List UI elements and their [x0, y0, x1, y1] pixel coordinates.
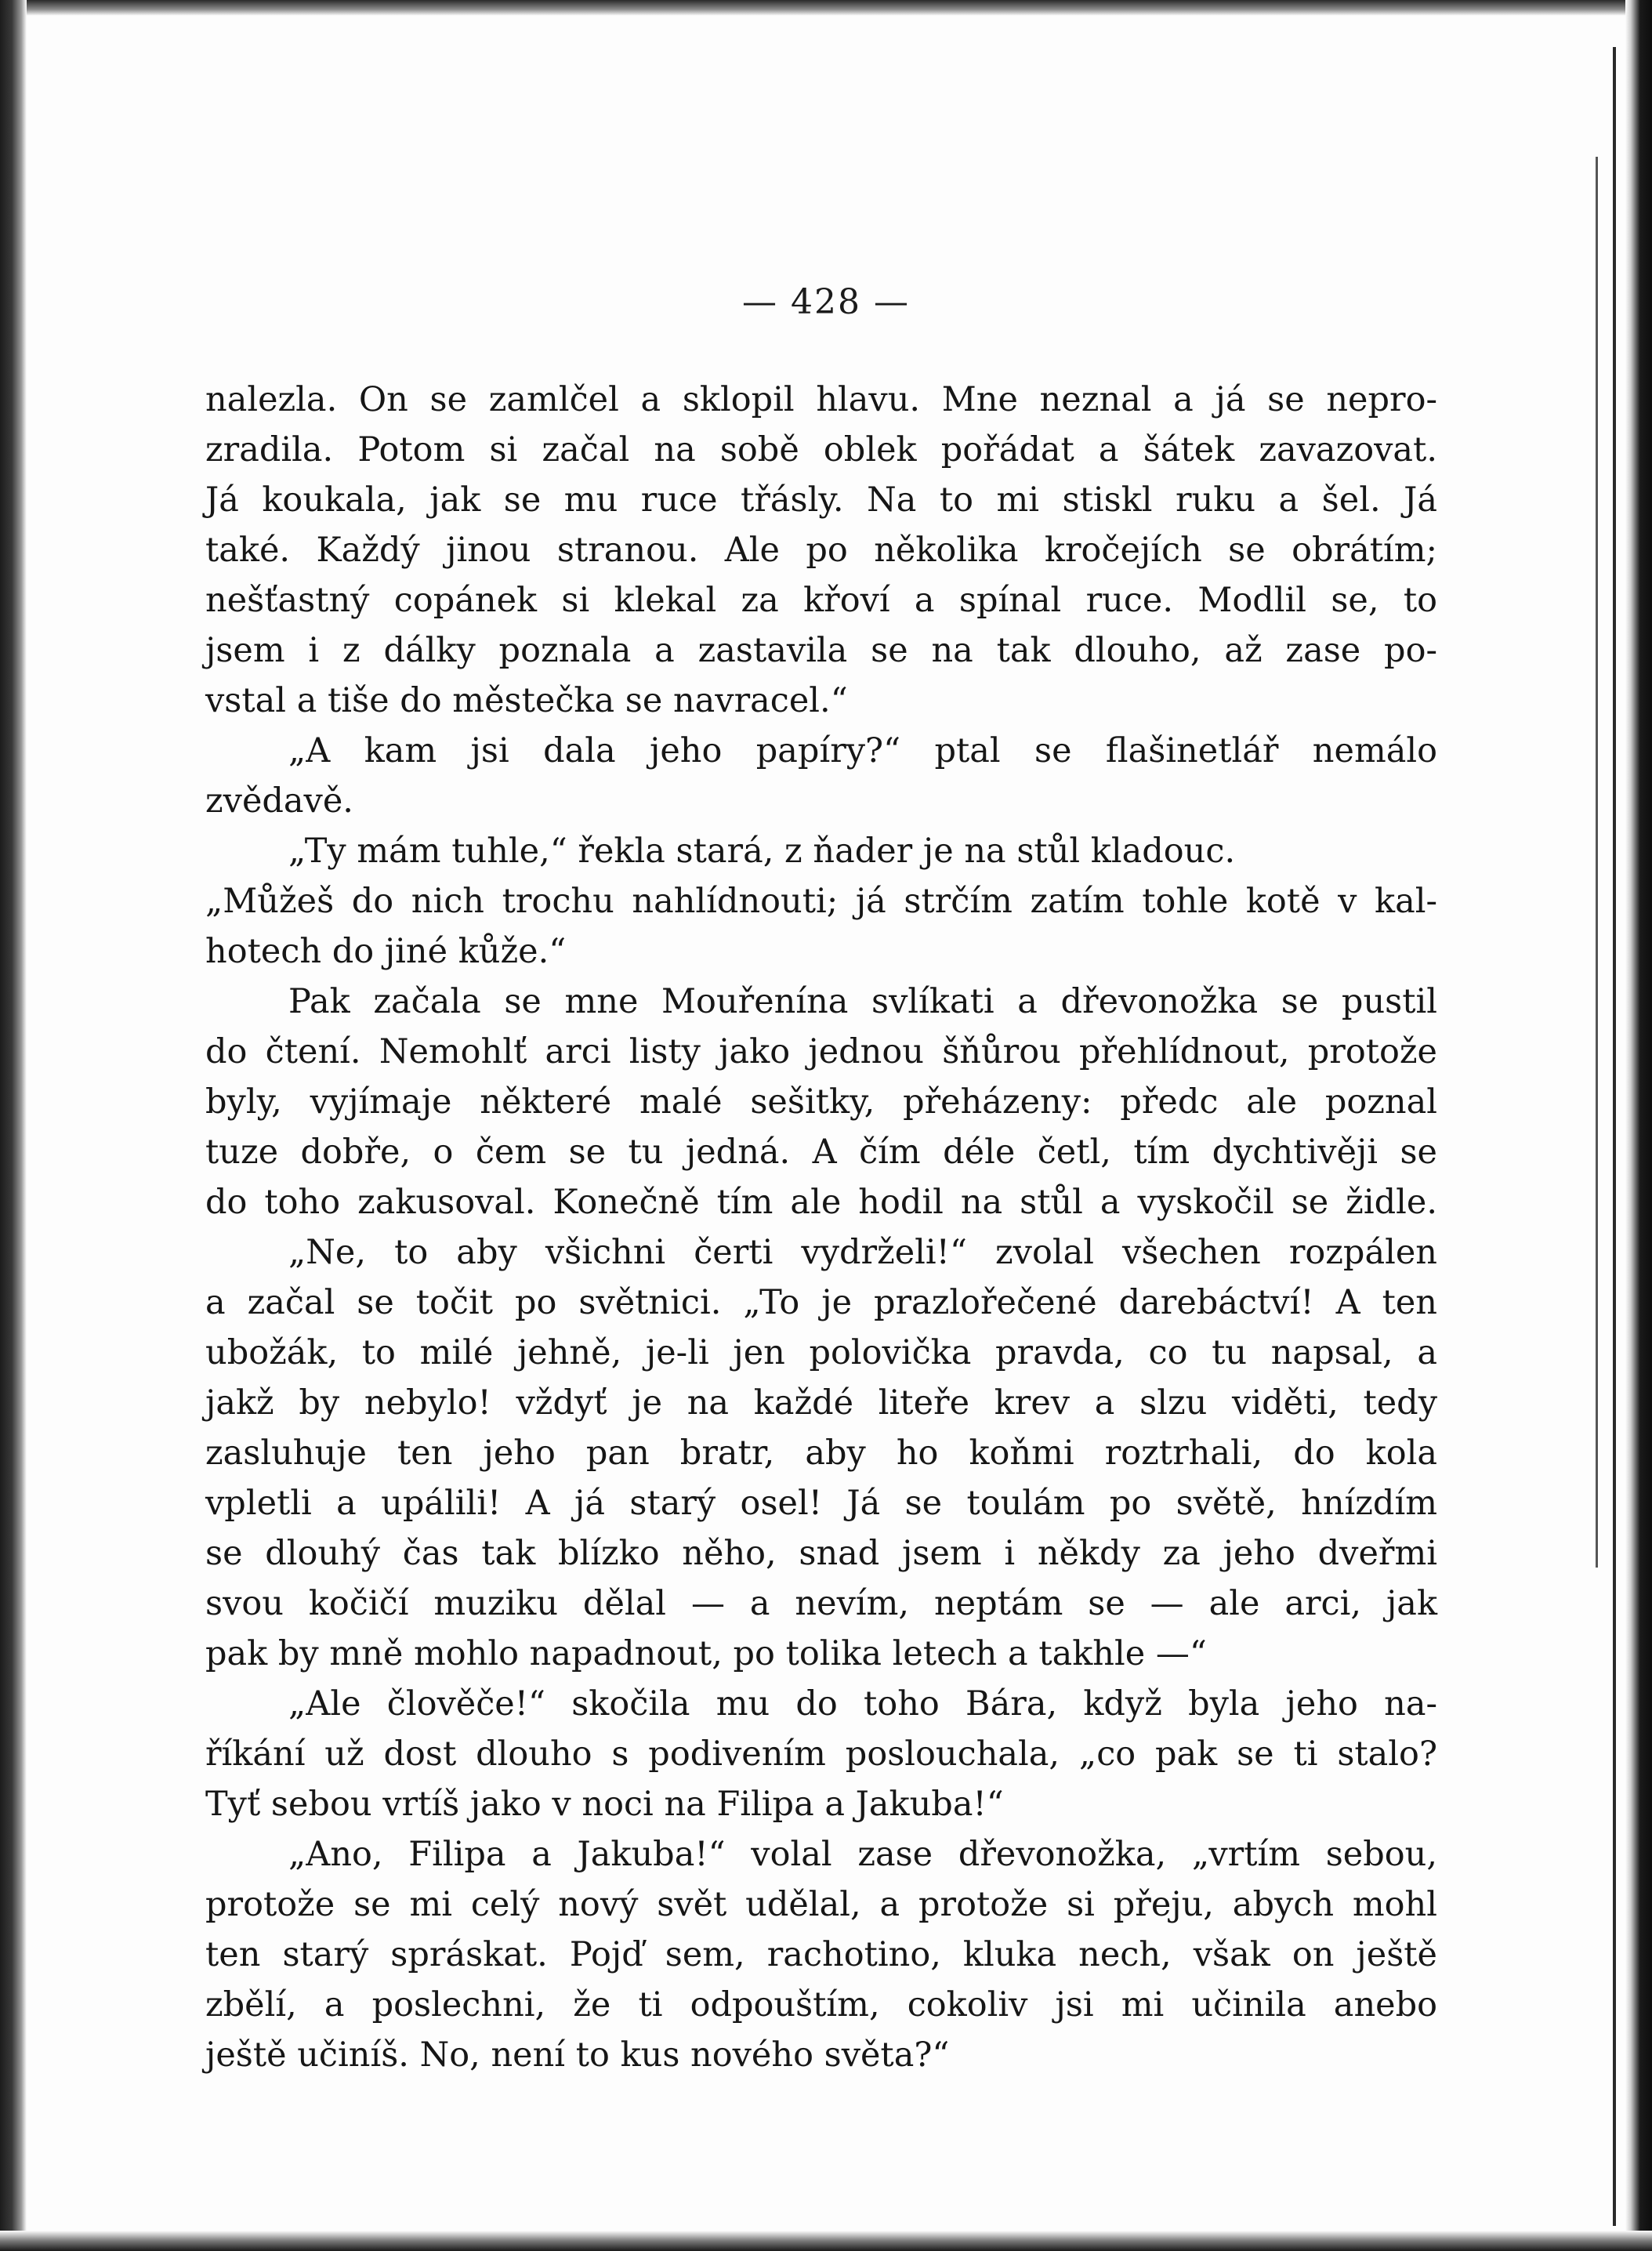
text-line: do toho zakusoval. Konečně tím ale hodil na stůl a vyskočil se židle.	[205, 1183, 1437, 1222]
text-line: „Ale člověče!“ skočila mu do toho Bára, když byla jeho na-	[288, 1684, 1437, 1724]
scan-edge-left	[0, 0, 27, 2251]
text-line: zvědavě.	[205, 781, 353, 821]
binding-shadow-line	[1613, 47, 1616, 2226]
text-line: také. Každý jinou stranou. Ale po několika kročejích se obrátím;	[205, 531, 1437, 570]
text-line: byly, vyjímaje některé malé sešitky, přeházeny: předc ale poznal	[205, 1082, 1437, 1122]
text-line: „Ne, to aby všichni čerti vydrželi!“ zvolal všechen rozpálen	[288, 1233, 1437, 1272]
text-line: „A kam jsi dala jeho papíry?“ ptal se flašinetlář nemálo	[288, 731, 1437, 770]
text-line: tuze dobře, o čem se tu jedná. A čím déle četl, tím dychtivěji se	[205, 1133, 1437, 1172]
body-text	[205, 375, 1437, 2080]
text-line: říkání už dost dlouho s podivením poslouchala, „co pak se ti stalo?	[205, 1734, 1437, 1774]
binding-shadow-line-inner	[1596, 157, 1598, 1568]
text-line: do čtení. Nemohlť arci listy jako jednou šňůrou přehlídnout, protože	[205, 1032, 1437, 1071]
text-line: Já koukala, jak se mu ruce třásly. Na to mi stiskl ruku a šel. Já	[205, 480, 1437, 520]
text-line: „Ty mám tuhle,“ řekla stará, z ňader je na stůl kladouc.	[288, 832, 1236, 871]
text-line: zradila. Potom si začal na sobě oblek pořádat a šátek zavazovat.	[205, 430, 1437, 469]
text-line: hotech do jiné kůže.“	[205, 932, 567, 971]
scan-edge-bottom	[0, 2231, 1652, 2251]
text-line: svou kočičí muziku dělal — a nevím, neptám se — ale arci, jak	[205, 1584, 1437, 1623]
text-line: nešťastný copánek si klekal za křoví a spínal ruce. Modlil se, to	[205, 581, 1437, 620]
text-line: jakž by nebylo! vždyť je na každé liteře krev a slzu viděti, tedy	[205, 1383, 1437, 1423]
text-line: zbělí, a poslechni, že ti odpouštím, cokoliv jsi mi učinila anebo	[205, 1985, 1437, 2024]
text-line: „Můžeš do nich trochu nahlídnouti; já strčím zatím tohle kotě v kal-	[205, 882, 1437, 921]
text-line: „Ano, Filipa a Jakuba!“ volal zase dřevonožka, „vrtím sebou,	[288, 1835, 1437, 1874]
text-line: ten starý spráskat. Pojď sem, rachotino, kluka nech, však on ještě	[205, 1935, 1437, 1974]
text-line: nalezla. On se zamlčel a sklopil hlavu. Mne neznal a já se nepro-	[205, 380, 1437, 419]
text-line: vstal a tiše do městečka se navracel.“	[205, 681, 848, 720]
text-line: protože se mi celý nový svět udělal, a protože si přeju, abych mohl	[205, 1885, 1437, 1924]
text-line: vpletli a upálili! A já starý osel! Já se toulám po světě, hnízdím	[205, 1484, 1437, 1523]
text-line: zasluhuje ten jeho pan bratr, aby ho koňmi roztrhali, do kola	[205, 1434, 1437, 1473]
text-line: jsem i z dálky poznala a zastavila se na tak dlouho, až zase po-	[205, 631, 1437, 670]
text-line: se dlouhý čas tak blízko něho, snad jsem i někdy za jeho dveřmi	[205, 1534, 1437, 1573]
scan-edge-top	[0, 0, 1652, 16]
text-line: Tyť sebou vrtíš jako v noci na Filipa a Jakuba!“	[205, 1785, 1004, 1824]
text-line: a začal se točit po světnici. „To je prazlořečené darebáctví! A ten	[205, 1283, 1437, 1322]
text-line: ubožák, to milé jehně, je-li jen polovička pravda, co tu napsal, a	[205, 1333, 1437, 1372]
text-line: ještě učiníš. No, není to kus nového světa?“	[205, 2035, 950, 2075]
text-line: Pak začala se mne Mouřenína svlíkati a dřevonožka se pustil	[288, 982, 1437, 1021]
scan-edge-right	[1625, 0, 1652, 2251]
page-number: — 428 —	[742, 282, 910, 322]
text-line: pak by mně mohlo napadnout, po tolika letech a takhle —“	[205, 1634, 1207, 1673]
